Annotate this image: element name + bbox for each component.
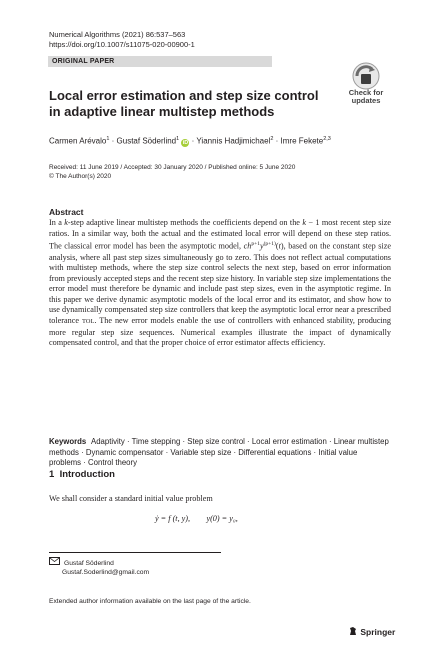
updates-line: updates xyxy=(351,96,381,105)
publisher-name: Springer xyxy=(360,627,396,637)
keyword: Linear multistep methods xyxy=(49,437,389,457)
keyword: Variable step size xyxy=(170,447,232,457)
correspondence-block xyxy=(49,557,149,577)
keyword-separator: · xyxy=(326,437,334,446)
keyword-separator: · xyxy=(124,437,132,446)
keyword: Initial value problems xyxy=(49,447,358,468)
author-name[interactable]: Gustaf Söderlind xyxy=(116,136,177,146)
author-name[interactable]: Imre Fekete xyxy=(280,136,324,146)
ivp-equation: ẏ = f (t, y), y(0) = y₀, xyxy=(155,514,238,523)
springer-horse-icon xyxy=(348,626,358,636)
article-type-badge: ORIGINAL PAPER xyxy=(48,56,272,67)
keyword-separator: · xyxy=(81,458,89,468)
title-line-1: Local error estimation and step size control xyxy=(49,88,319,103)
author-affiliation: 1 xyxy=(106,136,110,142)
keyword: Step size control xyxy=(187,437,245,446)
journal-citation: Numerical Algorithms (2021) 86:537–563 xyxy=(49,30,186,39)
keyword: Differential equations xyxy=(238,447,312,457)
section-title: Introduction xyxy=(59,469,115,480)
keyword: Time stepping xyxy=(131,437,181,446)
author-affiliation: 2,3 xyxy=(323,136,331,142)
section-number: 1 xyxy=(49,469,55,480)
keyword-separator: · xyxy=(163,447,171,457)
keyword: Adaptivity xyxy=(91,437,125,446)
abstract-text: In a k-step adaptive linear multistep methods the coefficients depend on the k − 1 most recent step size ratios. In a similar way, both the actual and the estimated local error will depend on these step ratios. The classical error model has been the asymptotic model, $ch^{p+1}y^{(p+1)}(t)$, based on the constant step size analysis, where all past step sizes simultaneously go to zero. This does not reflect actual computations with multistep methods, where the step size control selects the next step, based on error information from previously accepted steps and the recent step size history. In variable step size implementations the error model must therefore be dynamic and include past step sizes, even in the asymptotic regime. In this paper we derive dynamic asymptotic models of the local error and its estimator, and show how to use dynamically compensated step size controllers that keep the asymptotic local error near a prescribed tolerance TOL. The new error models enable the use of controllers with enhanced stability, producing more regular step size sequences. Numerical examples illustrate the impact of dynamically compensated control, and that the proper choice of error estimator affects efficiency. xyxy=(49,218,391,348)
keywords-label: Keywords xyxy=(49,437,87,446)
doi-link[interactable]: https://doi.org/10.1007/s11075-020-00900-1 xyxy=(49,40,195,49)
check-for-updates-badge[interactable] xyxy=(338,62,394,118)
orcid-icon[interactable]: iD xyxy=(182,139,189,146)
author-name[interactable]: Carmen Arévalo xyxy=(49,136,107,146)
keyword-separator: · xyxy=(311,447,319,457)
author-affiliation: 1 xyxy=(176,136,180,142)
corresponding-author: Gustaf Söderlind xyxy=(64,560,114,567)
footnote-rule xyxy=(49,552,221,553)
keyword: Dynamic compensator xyxy=(85,447,164,457)
title-line-2: in adaptive linear multistep methods xyxy=(49,104,275,119)
keywords-block xyxy=(49,437,391,469)
publication-dates: Received: 11 June 2019 / Accepted: 30 January 2020 / Published online: 5 June 2020 xyxy=(49,164,296,171)
paper-title xyxy=(49,88,319,120)
corresponding-email[interactable]: Gustaf.Soderlind@gmail.com xyxy=(62,569,150,576)
copyright: © The Author(s) 2020 xyxy=(49,173,112,180)
author-list: Carmen Arévalo$^1$ · Gustaf Söderlind$^1$ iD · Yiannis Hadjimichael$^2$ · Imre Fekete$^{2,3}$ xyxy=(49,136,331,146)
envelope-icon xyxy=(49,557,60,565)
publication-dates-block xyxy=(49,163,295,181)
check-for-line: Check for xyxy=(348,88,384,97)
keyword-separator: · xyxy=(231,447,239,457)
keyword-separator: · xyxy=(78,447,86,457)
keyword-separator: · xyxy=(244,437,252,446)
keyword-separator: · xyxy=(180,437,188,446)
keyword: Local error estimation xyxy=(251,437,327,446)
publisher-logo xyxy=(348,626,395,637)
author-name[interactable]: Yiannis Hadjimichael xyxy=(196,136,271,146)
author-affiliation: 2 xyxy=(270,136,274,142)
extended-author-info: Extended author information available on the last page of the article. xyxy=(49,598,251,605)
abstract-heading: Abstract xyxy=(49,207,84,217)
keyword: Control theory xyxy=(88,458,137,468)
intro-paragraph: We shall consider a standard initial value problem xyxy=(49,494,213,503)
keywords-list xyxy=(49,437,389,467)
section-heading xyxy=(49,469,115,480)
